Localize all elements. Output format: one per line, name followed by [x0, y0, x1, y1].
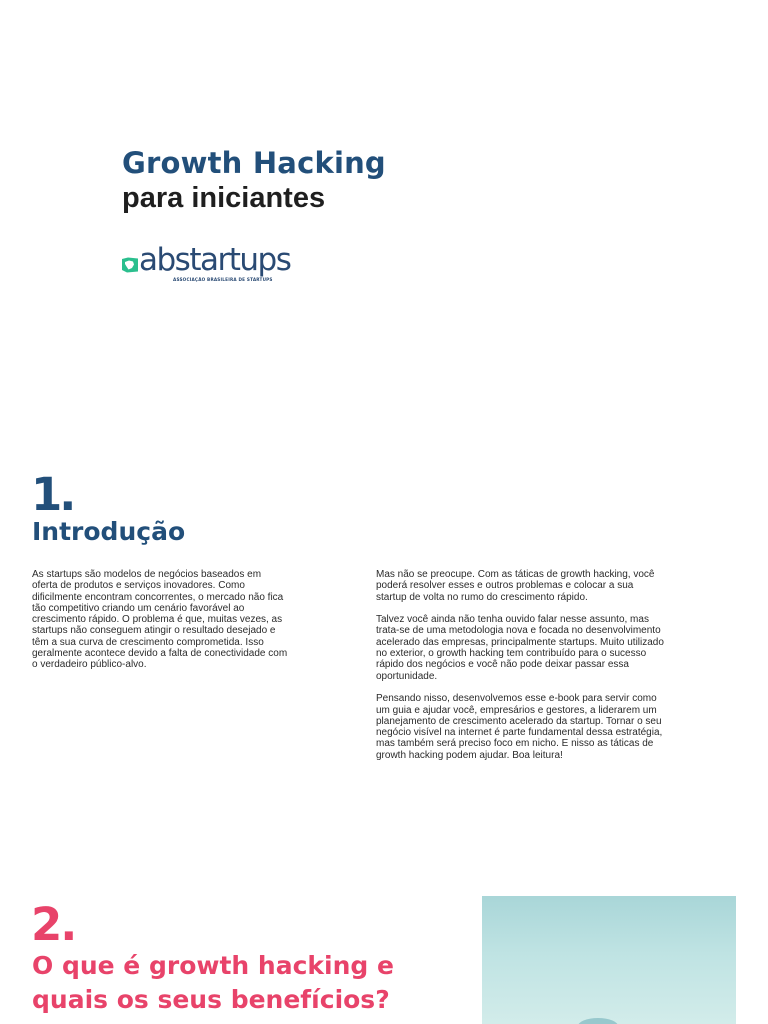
intro-paragraph-3: Talvez você ainda não tenha ouvido falar nesse assunto, mas trata-se de uma metodologia nova e focada no desenvolvimento acelerado das empresas, principalmente startups. Muito utilizado no exterior, o growth hacking tem contribuído para o sucesso rápido dos negócios e você não pode deixar passar essa oportunidade.: [376, 614, 664, 682]
intro-right-column: [376, 569, 664, 772]
document-subtitle: para iniciantes: [122, 182, 326, 214]
section-2-number: 2.: [31, 898, 76, 951]
logo-tagline: ASSOCIAÇÃO BRASILEIRA DE STARTUPS: [173, 277, 273, 282]
document-title: Growth Hacking: [122, 146, 386, 180]
abstartups-logo: [121, 242, 291, 285]
section-1-title: Introdução: [32, 517, 186, 546]
intro-paragraph-4: Pensando nisso, desenvolvemos esse e-book para servir como um guia e ajudar você, empresários e gestores, a liderarem um planejamento de crescimento acelerado da startup. Tornar o seu negócio visível na internet é parte fundamental dessa estratégia, mas também será preciso foco em nicho. E nisso as táticas de growth hacking podem ajudar. Boa leitura!: [376, 693, 663, 761]
section-1-number: 1.: [31, 468, 74, 521]
section-2-title: O que é growth hacking e quais os seus benefícios?: [32, 951, 394, 1014]
intro-paragraph-2: Mas não se preocupe. Com as táticas de growth hacking, você poderá resolver esses e outros problemas e colocar a sua startup de volta no rumo do crescimento rápido.: [376, 569, 655, 603]
section-2-photo: [482, 896, 736, 1024]
photo-detail: [578, 1018, 618, 1024]
intro-paragraph-1: As startups são modelos de negócios baseados em oferta de produtos e serviços inovadores. Como dificilmente encontram concorrentes, o mercado não fica tão competitivo criando um cenário favorável ao crescimento rápido. O problema é que, muitas vezes, as startups não conseguem atingir o resultado desejado e têm a sua curva de crescimento comprometida. Isso geralmente acontece devido a falta de conectividade com o verdadeiro público-alvo.: [32, 569, 288, 671]
intro-left-column: [32, 569, 288, 682]
brazil-map-icon: [121, 257, 139, 273]
logo-wordmark: abstartups: [139, 242, 291, 278]
